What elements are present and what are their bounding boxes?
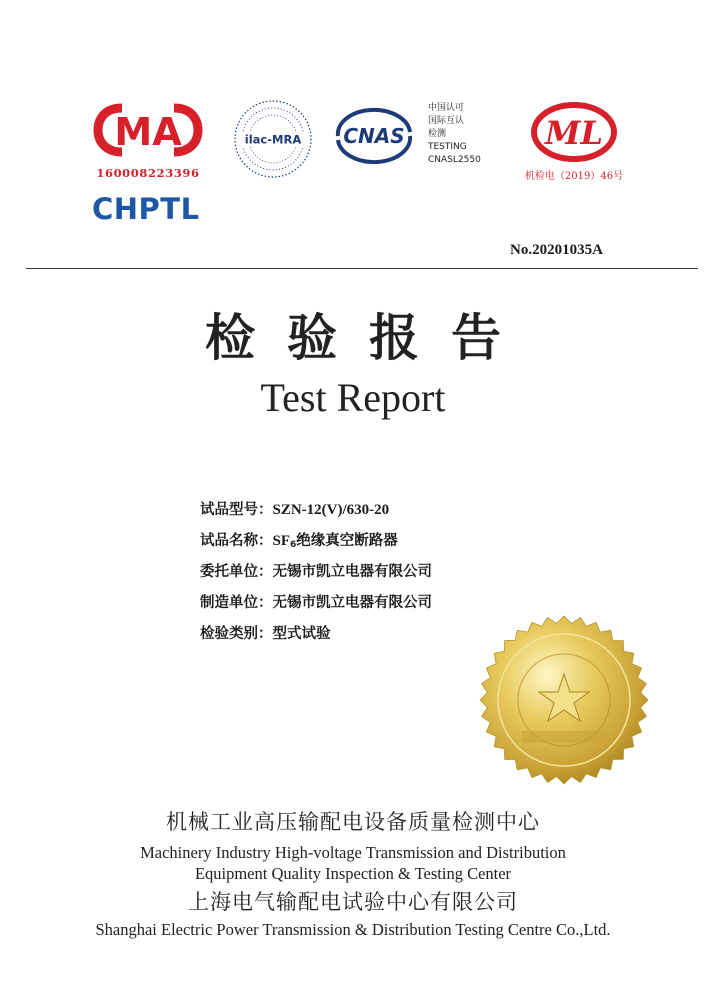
field-manufacturer [200,591,432,622]
title-chinese: 检验报告 [205,309,533,367]
cnas-line: 中国认可 [428,103,465,113]
cnas-line: 检测 [428,129,447,139]
field-value: 无锡市凯立电器有限公司 [272,564,432,580]
title-english: Test Report [260,375,446,420]
cnas-accreditation-info [428,102,481,167]
org2-name-en: Shanghai Electric Power Transmission & Distribution Testing Centre Co.,Ltd. [95,920,611,939]
header-divider [26,268,698,269]
cnas-line: 国际互认 [428,116,465,126]
ml-caption: 机检电（2019）46号 [524,171,624,182]
cma-number: 160008223396 [96,166,200,180]
field-value [273,529,398,550]
field-label: 委托单位： [200,564,273,580]
ml-logo-text: ML [545,114,603,152]
product-name-rest: 绝缘真空断路器 [296,533,398,549]
cnas-line: TESTING [428,142,467,152]
field-product-name [200,529,432,560]
field-label: 试品型号： [200,502,273,518]
field-value: 型式试验 [272,626,331,642]
gold-seal-icon [478,614,650,786]
field-model [200,498,432,529]
field-client [200,560,432,591]
sf-prefix: SF [272,533,291,549]
ilac-mra-logo [232,98,314,180]
field-value: SZN-12(V)/630-20 [272,502,390,518]
cnas-logo-text: CNAS [343,124,405,148]
field-label: 检验类别： [200,626,273,642]
cnas-line: CNASL2550 [428,155,481,165]
org1-name-en-line2: Equipment Quality Inspection & Testing Center [194,864,512,883]
field-value: 无锡市凯立电器有限公司 [272,595,432,611]
chptl-logo: CHPTL [92,192,200,226]
sf-subscript: 6 [290,540,297,550]
field-test-type [200,622,432,653]
org1-name-en-line1: Machinery Industry High-voltage Transmission and Distribution [140,843,566,862]
field-label: 制造单位： [200,595,273,611]
report-number: No.20201035A [510,242,603,258]
cma-logo-text: MA [114,110,182,154]
ml-logo [528,100,620,164]
org2-name-cn: 上海电气输配电试验中心有限公司 [188,890,518,914]
report-fields [200,498,432,653]
field-label: 试品名称： [200,533,273,549]
org1-name-cn: 机械工业高压输配电设备质量检测中心 [166,810,540,834]
cma-logo [92,98,204,162]
ilac-logo-text: ilac-MRA [244,132,302,147]
cnas-logo [328,106,420,164]
